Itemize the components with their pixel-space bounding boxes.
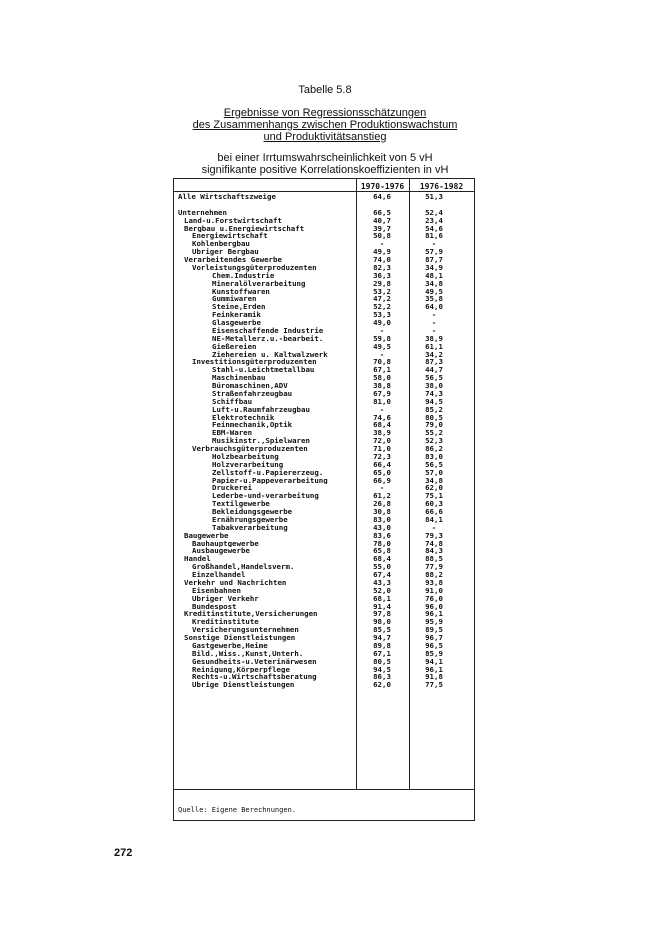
row-label: Glasgewerbe [212,319,261,327]
row-label: Steine,Erden [212,303,266,312]
table-body [174,193,474,689]
row-label: Kunstoffwaren [212,287,270,296]
value-1976-1982: 96,1 [425,609,443,619]
value-1970-1976: 72,0 [373,436,391,446]
table-row [174,681,474,689]
row-label: Großhandel,Handelsverm. [192,563,295,571]
value-1976-1982: 96,1 [425,664,443,674]
value-1970-1976: 71,0 [373,444,391,453]
row-label: Chem.Industrie [212,271,275,280]
row-label: Maschinenbau [212,374,266,382]
row-label: Kreditinstitute [192,618,259,627]
row-label: Handel [184,555,211,564]
value-1970-1976: 66,9 [373,475,391,485]
column-header-1970-1976: 1970-1976 [360,182,405,191]
value-1970-1976: 30,8 [373,507,391,516]
row-label: Bundespost [192,602,237,611]
value-1976-1982: 91,0 [425,585,443,595]
value-1976-1982: 88,2 [425,570,443,579]
value-1976-1982: 93,8 [425,577,443,587]
value-1970-1976: 55,0 [373,562,391,572]
value-1976-1982: 76,0 [425,593,443,603]
value-1970-1976: 47,2 [373,294,391,304]
row-label: Bauhauptgewerbe [192,539,259,548]
value-1970-1976: 67,4 [373,570,391,579]
row-label: Mineralölverarbeitung [212,279,306,288]
value-1970-1976: - [379,404,385,414]
value-1976-1982: - [431,310,437,320]
row-label: Verbrauchsgüterproduzenten [192,445,308,453]
value-1976-1982: - [431,522,437,532]
value-1976-1982: 84,3 [425,546,443,556]
row-label: Textilgewerbe [212,500,270,508]
row-label: Investitionsgüterproduzenten [192,358,317,367]
row-label: Gummiwaren [212,295,257,304]
value-1976-1982: 55,2 [425,428,443,438]
table-title-line-1: Ergebnisse von Regressionsschätzungen [223,107,427,119]
value-1970-1976: 53,3 [373,310,391,320]
row-label: Eisenschaffende Industrie [212,326,324,335]
value-1976-1982: 83,0 [425,451,443,461]
value-1970-1976: 36,3 [373,270,391,280]
value-1970-1976: 70,8 [373,357,391,367]
row-label: EBM-Waren [212,429,253,438]
value-1976-1982: 48,1 [425,270,443,280]
value-1976-1982: 34,9 [425,262,443,272]
value-1976-1982: 87,7 [425,255,443,264]
value-1970-1976: 64,6 [373,192,391,201]
value-1970-1976: 61,2 [373,491,391,501]
row-label: Übrige Dienstleistungen [192,681,295,690]
value-1970-1976: 67,9 [373,388,391,398]
row-label: Druckerei [212,484,253,493]
value-1970-1976: 94,7 [373,633,391,642]
row-label: Vorleistungsgüterproduzenten [192,263,317,272]
value-1970-1976: 43,3 [373,577,391,587]
table-title-line-2: des Zusammenhangs zwischen Produktionswachstum [192,119,458,131]
value-1976-1982: 96,5 [425,640,443,650]
value-1970-1976: - [379,483,385,493]
value-1976-1982: 52,4 [425,207,443,217]
value-1970-1976: 74,0 [373,255,391,264]
value-1976-1982: 87,3 [425,357,443,367]
value-1970-1976: 85,5 [373,625,391,635]
value-1970-1976: 89,8 [373,640,391,650]
value-1976-1982: 60,3 [425,499,443,509]
value-1970-1976: 49,5 [373,341,391,351]
value-1976-1982: 57,9 [425,247,443,257]
value-1976-1982: 54,6 [425,223,443,233]
row-label: Holzbearbeitung [212,452,279,461]
value-1976-1982: 34,8 [425,278,443,288]
row-label: Land-u.Forstwirtschaft [184,216,282,225]
row-label: Gastgewerbe,Heime [192,641,268,650]
value-1970-1976: 26,8 [373,499,391,509]
value-1970-1976: 65,0 [373,467,391,477]
row-label: Übriger Verkehr [192,594,259,603]
table-row [174,516,474,524]
value-1976-1982: 56,5 [425,373,443,383]
table-row [174,311,474,319]
value-1976-1982: 74,8 [425,538,443,548]
value-1970-1976: - [379,239,385,249]
value-1970-1976: 80,5 [373,656,391,666]
value-1976-1982: 38,9 [425,333,443,343]
value-1976-1982: 85,9 [425,648,443,658]
table-row [174,303,474,311]
value-1970-1976: 65,8 [373,546,391,556]
value-1970-1976: 53,2 [373,286,391,296]
row-label: Schiffbau [212,397,253,406]
value-1970-1976: 39,7 [373,223,391,233]
column-header-1976-1982: 1976-1982 [419,182,464,191]
row-label: Büromaschinen,ADV [212,382,288,390]
value-1976-1982: 91,8 [425,672,443,682]
value-1976-1982: 38,0 [425,381,443,390]
source-note: Quelle: Eigene Berechnungen. [178,806,297,814]
value-1976-1982: 35,8 [425,294,443,304]
value-1976-1982: 77,5 [425,680,443,690]
value-1970-1976: 67,1 [373,648,391,658]
row-label: Bild.,Wiss.,Kunst,Unterh. [192,649,304,658]
value-1976-1982: 75,1 [425,491,443,501]
row-label: Kreditinstitute,Versicherungen [184,610,318,619]
row-label: Versicherungsunternehmen [192,626,299,634]
row-label: Baugewerbe [184,531,229,540]
value-1970-1976: 83,0 [373,514,391,524]
value-1976-1982: 56,5 [425,459,443,469]
value-1970-1976: 52,0 [373,585,391,595]
row-label: Bekleidungsgewerbe [212,508,293,516]
value-1970-1976: 94,5 [373,664,391,674]
row-label: Feinmechanik,Optik [212,421,293,430]
value-1970-1976: 66,5 [373,207,391,217]
results-table [173,178,475,821]
table-row [174,319,474,327]
row-label: Gießereien [212,342,257,351]
row-label: Verarbeitendes Gewerbe [184,256,282,264]
value-1970-1976: 50,8 [373,231,391,241]
row-label: Tabakverarbeitung [212,523,288,532]
value-1976-1982: - [431,239,437,249]
value-1976-1982: 66,6 [425,507,443,516]
row-label: Lederbe-und-verarbeitung [212,492,319,501]
value-1970-1976: 49,9 [373,247,391,257]
row-label: Rechts-u.Wirtschaftsberatung [192,673,317,682]
value-1970-1976: 68,4 [373,554,391,564]
value-1970-1976: 82,3 [373,262,391,272]
value-1976-1982: 80,5 [425,412,443,422]
value-1976-1982: 88,5 [425,554,443,564]
row-label: Energiewirtschaft [192,232,268,241]
value-1976-1982: 85,2 [425,404,443,414]
value-1970-1976: 78,0 [373,538,391,548]
value-1970-1976: 83,6 [373,530,391,540]
value-1970-1976: 49,0 [373,318,391,327]
value-1976-1982: 96,0 [425,601,443,611]
table-row [174,193,474,201]
value-1970-1976: 86,3 [373,672,391,682]
value-1970-1976: 59,8 [373,333,391,343]
value-1970-1976: 29,8 [373,278,391,288]
value-1976-1982: 81,6 [425,231,443,241]
page-number: 272 [114,847,133,859]
value-1976-1982: 96,7 [425,633,443,642]
row-label: Kohlenbergbau [192,240,250,249]
value-1976-1982: 79,0 [425,420,443,430]
value-1976-1982: 95,9 [425,617,443,627]
value-1976-1982: 57,0 [425,467,443,477]
value-1970-1976: 38,9 [373,428,391,438]
row-label: Einzelhandel [192,571,246,579]
value-1970-1976: - [379,325,385,335]
value-1970-1976: 68,4 [373,420,391,430]
row-label: Holzverarbeitung [212,460,284,469]
value-1970-1976: 97,8 [373,609,391,619]
value-1976-1982: - [431,325,437,335]
value-1976-1982: 52,3 [425,436,443,446]
row-label: Ernährungsgewerbe [212,515,288,524]
row-label: Bergbau u.Energiewirtschaft [184,224,305,233]
value-1970-1976: 81,0 [373,396,391,406]
value-1970-1976: 91,4 [373,601,391,611]
row-label: NE-Metallerz.u.-bearbeit. [212,334,324,343]
value-1976-1982: 51,3 [425,192,443,201]
value-1970-1976: 43,0 [373,522,391,532]
value-1970-1976: - [379,349,385,359]
row-label: Übriger Bergbau [192,248,259,256]
value-1976-1982: 89,5 [425,625,443,635]
value-1976-1982: 94,5 [425,396,443,406]
row-label: Verkehr und Nachrichten [184,578,287,587]
value-1970-1976: 67,1 [373,365,391,375]
value-1976-1982: 34,8 [425,475,443,485]
row-label: Musikinstr.,Spielwaren [212,437,310,445]
row-label: Eisenbahnen [192,586,241,595]
value-1976-1982: 84,1 [425,514,443,524]
value-1976-1982: 79,3 [425,530,443,540]
value-1976-1982: 94,1 [425,656,443,666]
row-label: Elektrotechnik [212,413,275,422]
row-label: Zellstoff-u.Papiererzeug. [212,468,324,477]
table-label: Tabelle 5.8 [298,84,352,96]
value-1970-1976: 52,2 [373,302,391,312]
row-label: Reinigung,Körperpflege [192,665,290,674]
row-label: Gesundheits-u.Veterinärwesen [192,657,317,666]
value-1970-1976: 40,7 [373,215,391,225]
row-label: Unternehmen [178,208,227,217]
value-1976-1982: 61,1 [425,341,443,351]
value-1970-1976: 66,4 [373,459,391,469]
value-1976-1982: 23,4 [425,215,443,225]
value-1976-1982: 64,0 [425,302,443,312]
table-subtitle-line-2: signifikante positive Korrelationskoeffizienten in vH [201,164,449,176]
row-label: Luft-u.Raumfahrzeugbau [212,405,310,414]
row-label: Stahl-u.Leichtmetallbau [212,366,315,375]
value-1976-1982: 34,2 [425,349,443,359]
footer-rule [174,789,474,790]
value-1970-1976: 62,0 [373,680,391,690]
value-1976-1982: 44,7 [425,365,443,375]
row-label: Straßenfahrzeugbau [212,389,293,398]
value-1976-1982: - [431,318,437,327]
row-label: Papier-u.Pappeverarbeitung [212,476,328,485]
value-1976-1982: 49,5 [425,286,443,296]
value-1970-1976: 74,6 [373,412,391,422]
table-row [174,232,474,240]
row-label: Ziehereien u. Kaltwalzwerk [212,350,328,359]
value-1976-1982: 74,3 [425,388,443,398]
value-1970-1976: 98,0 [373,617,391,627]
value-1970-1976: 68,1 [373,593,391,603]
value-1970-1976: 58,0 [373,373,391,383]
value-1976-1982: 86,2 [425,444,443,453]
row-label: Alle Wirtschaftszweige [178,193,276,201]
row-label: Feinkeramik [212,311,261,319]
row-label: Ausbaugewerbe [192,547,250,556]
value-1970-1976: 38,8 [373,381,391,390]
table-title-line-3: und Produktivitätsanstieg [263,131,387,143]
value-1976-1982: 77,9 [425,562,443,572]
table-subtitle-line-1: bei einer Irrtumswahrscheinlichkeit von 5 vH [217,152,433,164]
value-1976-1982: 62,0 [425,483,443,493]
row-label: Sonstige Dienstleistungen [184,634,296,642]
value-1970-1976: 72,3 [373,451,391,461]
